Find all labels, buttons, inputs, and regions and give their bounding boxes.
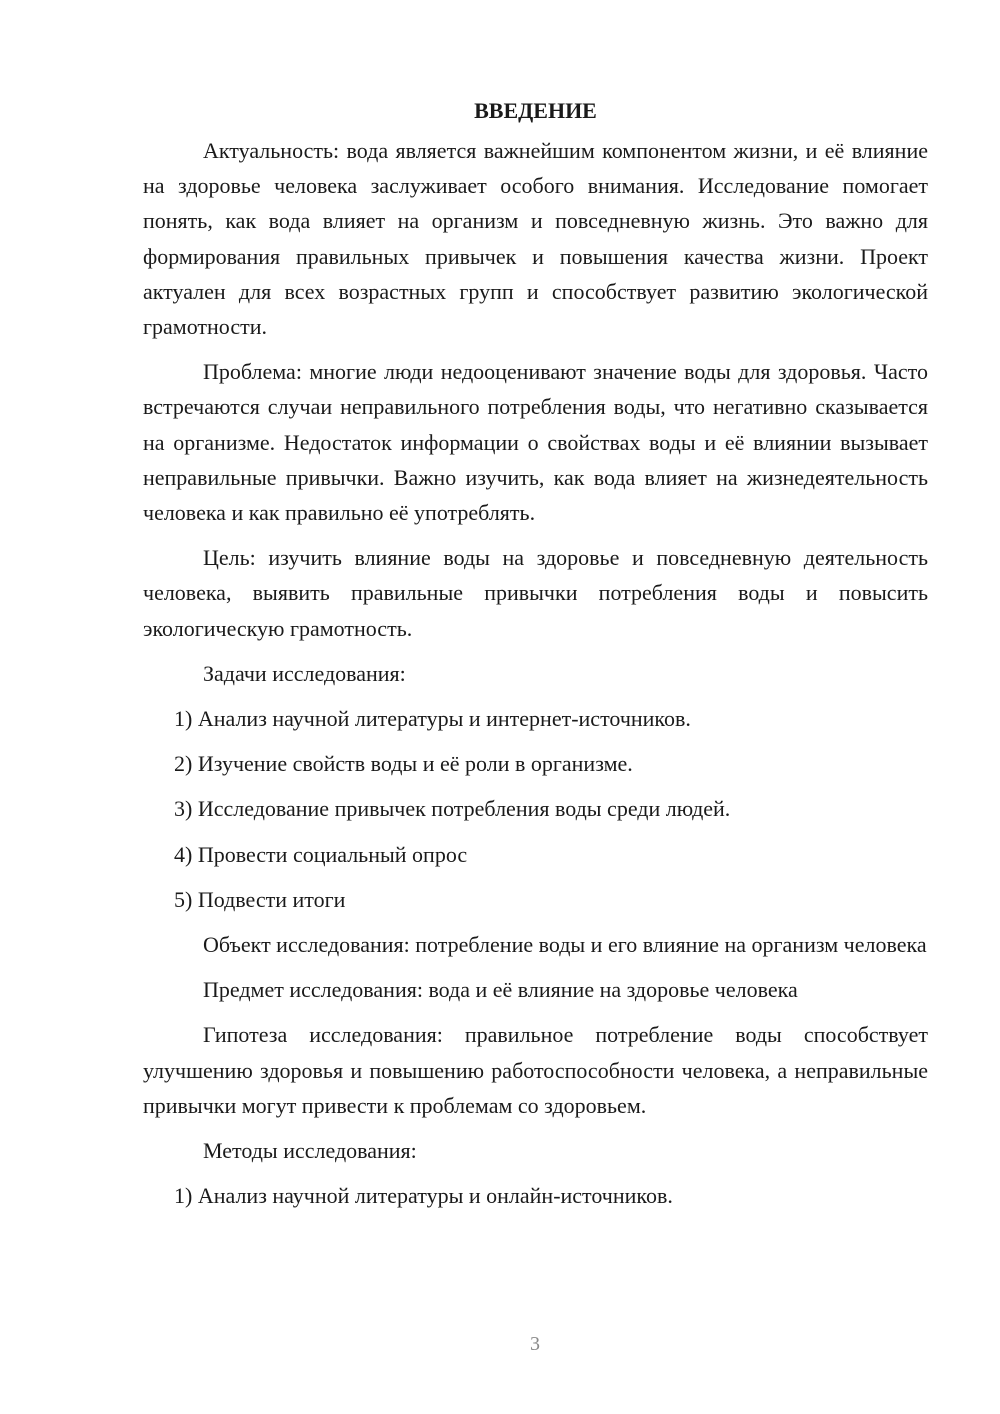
section-title: ВВЕДЕНИЕ [474, 98, 597, 123]
relevance-paragraph: Актуальность: вода является важнейшим компонентом жизни, и её влияние на здоровье человека заслуживает особого внимания. Исследование помогает понять, как вода влияет на организм и повседневную жизнь. Это важно для формирования правильных привычек и повышения качества жизни. Проект актуален для всех возрастных групп и способствует развитию экологической грамотности. [143, 138, 928, 340]
task-item-1: 1) Анализ научной литературы и интернет-источников. [174, 706, 691, 732]
object-paragraph: Объект исследования: потребление воды и его влияние на организм человека [203, 932, 927, 958]
task-item-4: 4) Провести социальный опрос [174, 841, 468, 867]
method-item-1: 1) Анализ научной литературы и онлайн-источников. [174, 1183, 673, 1209]
task-item-5: 5) Подвести итоги [174, 886, 346, 912]
hypothesis-paragraph: Гипотеза исследования: правильное потребление воды способствует улучшению здоровья и повышению работоспособности человека, а неправильные привычки могут привести к проблемам со здоровьем. [143, 1022, 928, 1118]
task-item-2: 2) Изучение свойств воды и её роли в организме. [174, 751, 633, 777]
methods-heading: Методы исследования: [203, 1138, 417, 1164]
page-content [143, 95, 928, 1223]
goal-paragraph: Цель: изучить влияние воды на здоровье и повседневную деятельность человека, выявить правильные привычки потребления воды и повысить экологическую грамотность. [143, 545, 928, 641]
page-number: 3 [530, 1333, 540, 1355]
subject-paragraph: Предмет исследования: вода и её влияние на здоровье человека [203, 977, 798, 1003]
task-item-3: 3) Исследование привычек потребления воды среди людей. [174, 796, 731, 822]
problem-paragraph: Проблема: многие люди недооценивают значение воды для здоровья. Часто встречаются случаи неправильного потребления воды, что негативно сказывается на организме. Недостаток информации о свойствах воды и её влиянии вызывает неправильные привычки. Важно изучить, как вода влияет на жизнедеятельность человека и как правильно её употреблять. [143, 359, 928, 526]
tasks-heading: Задачи исследования: [203, 660, 406, 686]
